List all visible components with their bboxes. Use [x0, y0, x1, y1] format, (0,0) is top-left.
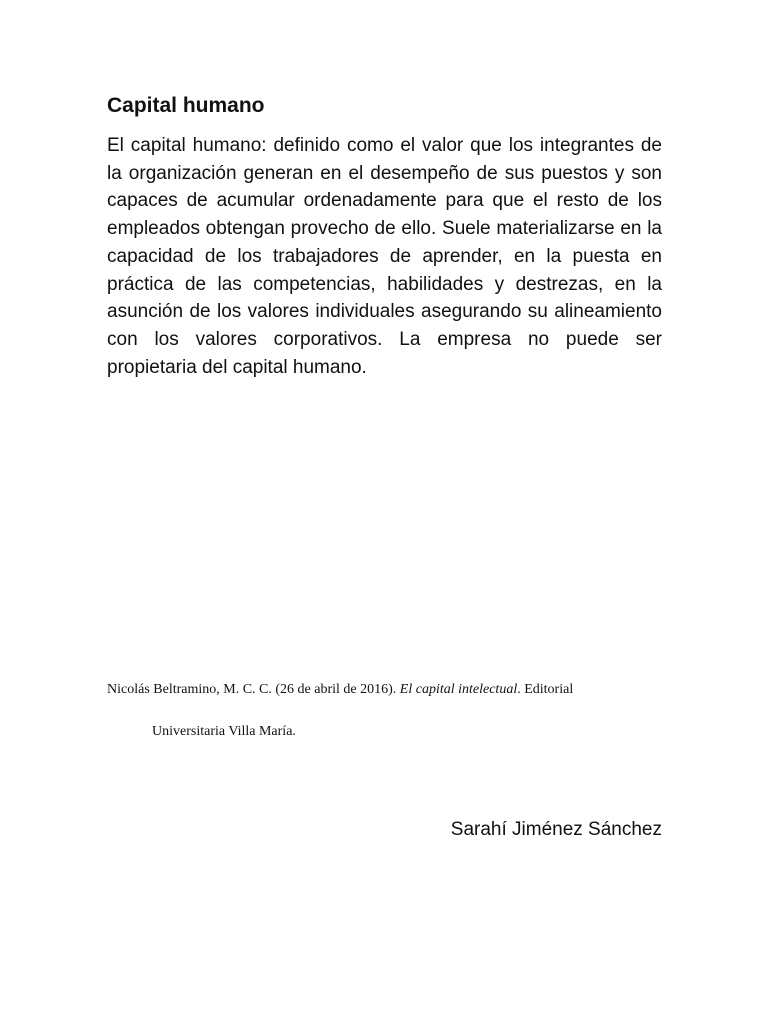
reference-publisher-part2: Universitaria Villa María.	[152, 724, 296, 739]
author-signature: Sarahí Jiménez Sánchez	[450, 819, 662, 840]
body-paragraph: El capital humano: definido como el valor que los integrantes de la organización generan en el desempeño de sus puestos y son capaces de acumular ordenadamente para que el resto de los empleados obtengan provecho de ello. Suele materializarse en la capacidad de los trabajadores de aprender, en la puesta en práctica de las competencias, habilidades y destrezas, en la asunción de los valores individuales asegurando su alineamiento con los valores corporativos. La empresa no puede ser propietaria del capital humano.	[107, 135, 662, 378]
reference-publisher-part1: . Editorial	[517, 682, 574, 697]
reference-title: El capital intelectual	[399, 682, 518, 697]
page-title: Capital humano	[107, 94, 265, 117]
reference-authors-date: Nicolás Beltramino, M. C. C. (26 de abril de 2016).	[107, 682, 397, 697]
bibliographic-reference	[107, 680, 667, 742]
